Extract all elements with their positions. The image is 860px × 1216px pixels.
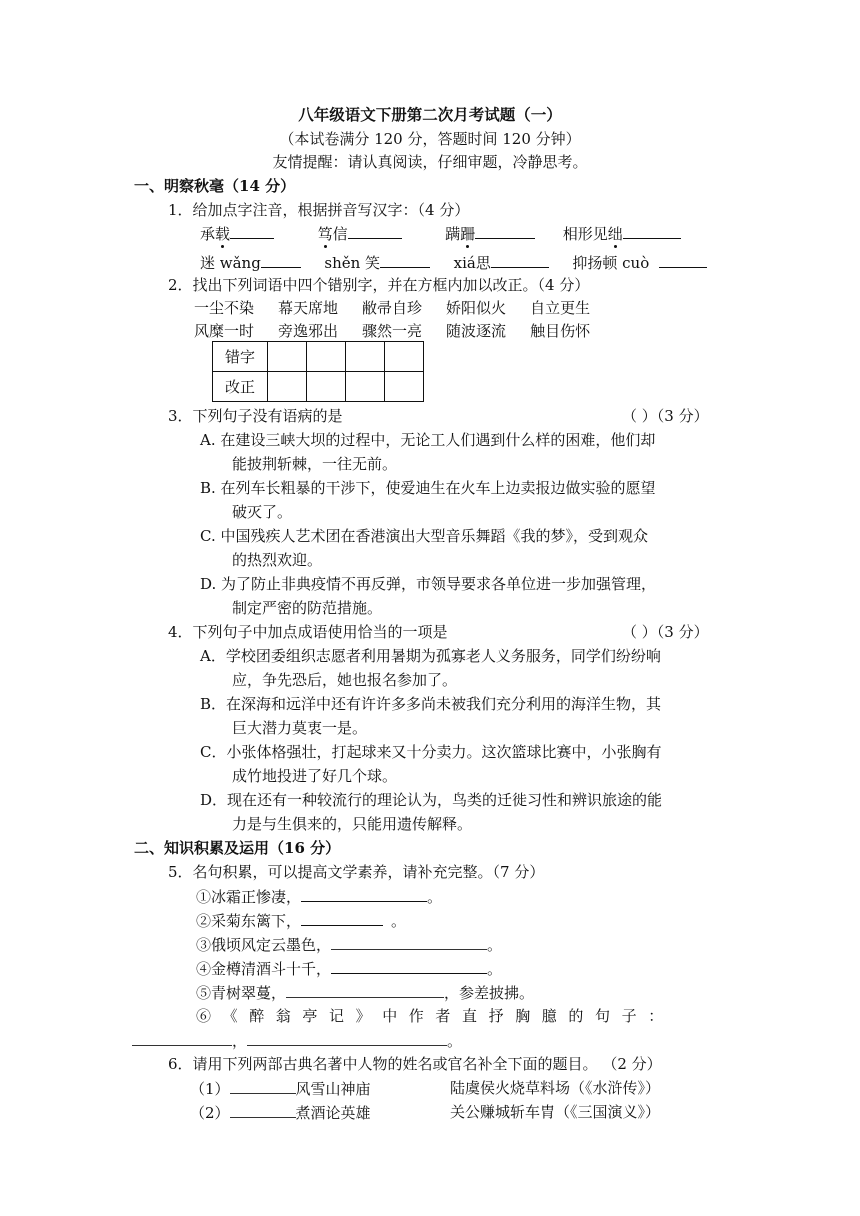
word-item: xiá思: [453, 254, 491, 272]
score-marker: （ ）（3 分）: [622, 407, 709, 425]
word-item: 娇阳似火: [446, 299, 507, 317]
answer-cell[interactable]: [346, 372, 385, 402]
pinyin-row-1: [200, 223, 681, 244]
pinyin-row-2: [200, 252, 707, 273]
question-stem: 6．请用下列两部古典名著中人物的姓名或官名补全下面的题目。 （2 分）: [168, 1055, 662, 1073]
poem-line-3: ③俄顷风定云墨色， 。: [196, 936, 503, 954]
answer-blank[interactable]: [301, 910, 383, 926]
word-item: 风糜一时: [194, 322, 255, 340]
question-stem: 5．名句积累，可以提高文学素养，请补充完整。（7 分）: [168, 863, 545, 881]
option-b-cont: 巨大潜力莫衷一是。: [232, 719, 368, 737]
title-row-2: （2） 煮酒论英雄: [190, 1104, 371, 1122]
option-b: B．在深海和远洋中还有许许多多尚未被我们充分利用的海洋生物，其: [200, 695, 662, 713]
answer-blank[interactable]: [331, 934, 487, 950]
table-row: [213, 372, 424, 402]
answer-blank[interactable]: [286, 982, 444, 998]
answer-blank[interactable]: [380, 252, 430, 268]
word-list-row-1: [194, 298, 614, 318]
correction-table: [212, 341, 424, 402]
word-item: 触目伤怀: [530, 322, 591, 340]
section-heading: 一、明察秋毫（14 分）: [134, 177, 296, 195]
answer-blank[interactable]: [301, 886, 427, 902]
answer-blank[interactable]: [475, 223, 535, 239]
answer-blank[interactable]: [623, 223, 681, 239]
question-stem: 1．给加点字注音，根据拼音写汉字：（4 分）: [168, 201, 470, 219]
option-a: A．学校团委组织志愿者利用暑期为孤寡老人义务服务，同学们纷纷响: [200, 647, 661, 665]
poem-line-1: ①冰霜正惨凄， 。: [196, 888, 443, 906]
answer-blank[interactable]: [247, 1030, 447, 1046]
answer-cell[interactable]: [385, 372, 424, 402]
answer-cell[interactable]: [307, 342, 346, 372]
word-item: 骤然一亮: [362, 322, 423, 340]
answer-blank[interactable]: [261, 252, 301, 268]
word-item: 相形见绌: [562, 225, 623, 243]
option-d-cont: 制定严密的防范措施。: [232, 599, 383, 617]
title-row-1-right: 陆虞侯火烧草料场（《水浒传》）: [450, 1079, 661, 1097]
title-row-1: （1） 风雪山神庙: [190, 1080, 371, 1098]
answer-blank[interactable]: [331, 958, 487, 974]
word-item: 迷 wǎng: [200, 254, 261, 272]
answer-cell[interactable]: [268, 342, 307, 372]
answer-blank[interactable]: [491, 252, 549, 268]
page-title: 八年级语文下册第二次月考试题（一）: [298, 105, 562, 124]
answer-blank[interactable]: [230, 1102, 296, 1118]
word-item: 幕天席地: [278, 299, 339, 317]
answer-cell[interactable]: [307, 372, 346, 402]
answer-blank[interactable]: [348, 223, 402, 239]
option-c-cont: 的热烈欢迎。: [232, 551, 323, 569]
question-stem: 4．下列句子中加点成语使用恰当的一项是: [168, 623, 448, 641]
question-stem: 3．下列句子没有语病的是: [168, 407, 343, 425]
option-c: C．小张体格强壮，打起球来又十分卖力。这次篮球比赛中，小张胸有: [200, 743, 662, 761]
option-c-cont: 成竹地投进了好几个球。: [232, 767, 398, 785]
reminder-text: 友情提醒：请认真阅读，仔细审题，冷静思考。: [272, 153, 588, 171]
poem-line-5: ⑤青树翠蔓， ，参差披拂。: [196, 984, 535, 1002]
option-d: D. 为了防止非典疫情不再反弹，市领导要求各单位进一步加强管理，: [200, 575, 657, 593]
option-b: B. 在列车长粗暴的干涉下，使爱迪生在火车上边卖报边做实验的愿望: [200, 479, 656, 497]
word-item: 旁逸邪出: [278, 322, 339, 340]
title-row-2-right: 关公赚城斩车胄（《三国演义》）: [450, 1103, 661, 1121]
answer-cell[interactable]: [268, 372, 307, 402]
word-list-row-2: [194, 321, 614, 341]
answer-blank[interactable]: [230, 223, 274, 239]
answer-blank[interactable]: [659, 252, 707, 268]
page-subtitle: （本试卷满分 120 分，答题时间 120 分钟）: [279, 130, 581, 148]
word-item: 抑扬顿 cuò: [572, 254, 650, 272]
option-d: D．现在还有一种较流行的理论认为，鸟类的迁徙习性和辨识旅途的能: [200, 791, 663, 809]
word-item: 敝帚自珍: [362, 299, 423, 317]
poem-line-6: ⑥《醉翁亭记》中作者直抒胸臆的句子：: [196, 1007, 675, 1025]
table-row: [213, 342, 424, 372]
question-stem: 2．找出下列词语中四个错别字，并在方框内加以改正。（4 分）: [168, 276, 590, 294]
option-a: A. 在建设三峡大坝的过程中，无论工人们遇到什么样的困难，他们却: [200, 431, 656, 449]
poem-line-2: ②采菊东篱下， 。: [196, 912, 407, 930]
score-marker: （ ）（3 分）: [622, 623, 709, 641]
option-a-cont: 应，争先恐后，她也报名参加了。: [232, 671, 458, 689]
poem-line-4: ④金樽清酒斗十千， 。: [196, 960, 503, 978]
table-header-cell: 改正: [213, 372, 268, 402]
answer-blank[interactable]: [132, 1030, 232, 1046]
word-item: 随波逐流: [446, 322, 507, 340]
option-a-cont: 能披荆斩棘，一往无前。: [232, 455, 398, 473]
section-heading: 二、知识积累及运用（16 分）: [134, 839, 341, 857]
word-item: 自立更生: [530, 299, 591, 317]
word-item: 一尘不染: [194, 299, 255, 317]
answer-cell[interactable]: [346, 342, 385, 372]
option-b-cont: 破灭了。: [232, 503, 293, 521]
option-c: C. 中国残疾人艺术团在香港演出大型音乐舞蹈《我的梦》，受到观众: [200, 527, 648, 545]
poem-line-6-cont: ， 。: [132, 1030, 462, 1051]
table-header-cell: 错字: [213, 342, 268, 372]
answer-blank[interactable]: [230, 1078, 296, 1094]
answer-cell[interactable]: [385, 342, 424, 372]
option-d-cont: 力是与生俱来的，只能用遗传解释。: [232, 815, 473, 833]
word-item: shěn 笑: [324, 254, 381, 272]
word-item: 承载: [200, 225, 231, 243]
word-item: 蹒跚: [445, 225, 476, 243]
word-item: 笃信: [317, 225, 348, 243]
